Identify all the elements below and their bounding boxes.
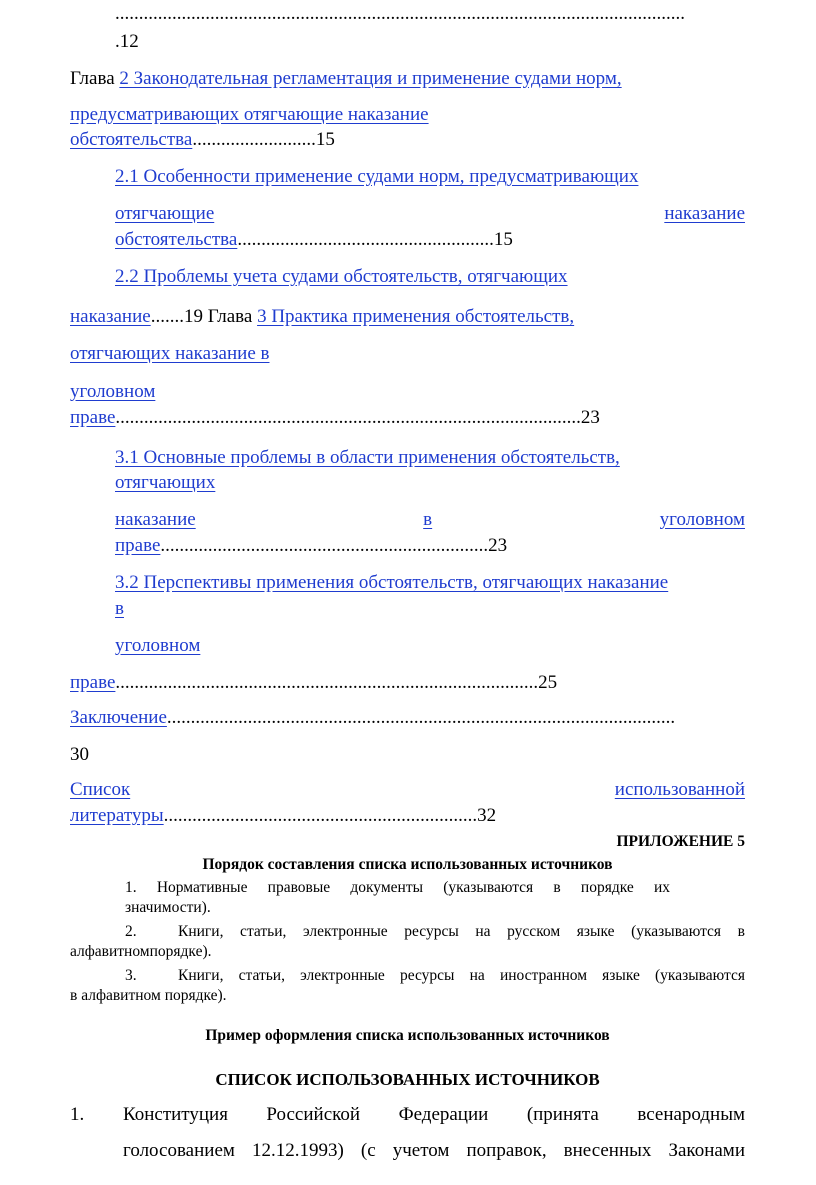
source-1-line2: голосованием 12.12.1993) (с учетом поправок, внесенных Законами <box>123 1140 745 1161</box>
toc-section-3-1-dots: .....................................................................23 <box>160 535 508 556</box>
sources-title: СПИСОК ИСПОЛЬЗОВАННЫХ ИСТОЧНИКОВ <box>215 1070 600 1089</box>
toc-section-2-1-link[interactable]: 2.1 Особенности применение судами норм, предусматривающих <box>115 166 639 187</box>
toc-section-2-1-dots: ......................................................15 <box>237 229 513 250</box>
toc-literature-line1[interactable] <box>70 778 745 802</box>
toc-chapter-2-line1 <box>70 67 622 91</box>
toc-literature-word2: использованной <box>614 779 745 800</box>
toc-section-2-2-dots: .......19 Глава <box>150 306 258 327</box>
toc-section-3-2-line4 <box>70 671 557 695</box>
appendix-item-2-number: 2. <box>125 923 137 940</box>
appendix-label: ПРИЛОЖЕНИЕ 5 <box>616 833 745 850</box>
example-title: Пример оформления списка использованных источников <box>205 1027 610 1044</box>
appendix-item-1-line2: значимости). <box>125 899 211 916</box>
toc-chapter-2-line3 <box>70 128 335 152</box>
toc-literature-link[interactable]: литературы <box>70 805 164 826</box>
toc-literature-line2 <box>70 804 496 828</box>
source-1-line1: Конституция Российской Федерации (принята всенародным <box>123 1104 745 1125</box>
toc-section-2-1-link-line3[interactable]: обстоятельства <box>115 229 238 250</box>
toc-section-3-1-link-line4[interactable]: праве <box>115 535 161 556</box>
toc-chapter-2-link-line3[interactable]: обстоятельства <box>70 129 193 150</box>
toc-chapter-2-link[interactable]: 2 Законодательная регламентация и применение судами норм, <box>119 68 622 89</box>
toc-literature-word1: Список <box>70 779 131 800</box>
toc-page-12: .12 <box>115 31 139 52</box>
toc-section-2-2-link-line2[interactable]: наказание <box>70 306 151 327</box>
toc-section-3-2-link-line2[interactable]: в <box>115 598 124 619</box>
toc-section-2-1-line3 <box>115 228 513 252</box>
toc-conclusion-line <box>70 706 745 730</box>
toc-section-3-1-link-line2[interactable]: отягчающих <box>115 472 216 493</box>
toc-chapter-3-link[interactable]: 3 Практика применения обстоятельств, <box>257 306 575 327</box>
toc-conclusion-page: 30 <box>70 744 89 765</box>
toc-section-3-1-line4 <box>115 534 507 558</box>
appendix-item-2-line1: Книги, статьи, электронные ресурсы на русском языке (указываются в <box>178 923 745 940</box>
appendix-item-3-number: 3. <box>125 967 137 984</box>
toc-chapter-2-link-line2[interactable]: предусматривающих отягчающие наказание <box>70 104 429 125</box>
toc-section-3-2-link-line4[interactable]: праве <box>70 672 116 693</box>
toc-section-3-1-word3: уголовном <box>659 509 745 530</box>
appendix-item-2-line2: алфавитномпорядке). <box>70 943 212 960</box>
toc-section-2-1-word1: отягчающие <box>115 203 215 224</box>
source-1-number: 1. <box>70 1104 85 1125</box>
toc-chapter-3-link-line3[interactable]: уголовном <box>70 381 156 402</box>
toc-section-3-1-line3[interactable] <box>115 508 745 532</box>
appendix-title: Порядок составления списка использованных источников <box>202 856 613 873</box>
toc-chapter-2-prefix: Глава <box>70 68 120 89</box>
toc-chapter-3-dots: ..................................................................................................23 <box>115 407 600 428</box>
toc-chapter-2-dots: ..........................15 <box>192 129 335 150</box>
appendix-item-3-line2: в алфавитном порядке). <box>70 987 227 1004</box>
appendix-item-3-line1: Книги, статьи, электронные ресурсы на иностранном языке (указываются <box>178 967 745 984</box>
toc-conclusion-dots: ........................................................................................................... <box>166 707 676 728</box>
toc-section-3-1-word2: в <box>423 509 433 530</box>
toc-section-3-2-link-line3[interactable]: уголовном <box>115 635 201 656</box>
toc-section-3-1-word1: наказание <box>115 509 196 530</box>
toc-section-3-1-link[interactable]: 3.1 Основные проблемы в области применения обстоятельств, <box>115 447 620 468</box>
appendix-item-1-line1: 1. Нормативные правовые документы (указываются в порядке их <box>125 879 670 896</box>
toc-chapter-3-line4 <box>70 406 600 430</box>
toc-section-2-1-line2[interactable] <box>115 202 745 226</box>
toc-dots-top: ........................................................................................................................ <box>115 3 685 24</box>
toc-chapter-3-link-line4[interactable]: праве <box>70 407 116 428</box>
toc-section-2-1-word2: наказание <box>664 203 745 224</box>
toc-section-3-2-dots: .........................................................................................25 <box>115 672 558 693</box>
toc-conclusion-link[interactable]: Заключение <box>70 707 167 728</box>
toc-chapter-3-link-line2[interactable]: отягчающих наказание в <box>70 343 270 364</box>
toc-section-3-2-link[interactable]: 3.2 Перспективы применения обстоятельств, отягчающих наказание <box>115 572 669 593</box>
toc-literature-dots: ..................................................................32 <box>163 805 497 826</box>
toc-section-2-2-line2 <box>70 305 574 329</box>
toc-section-2-2-link[interactable]: 2.2 Проблемы учета судами обстоятельств, отягчающих <box>115 266 568 287</box>
